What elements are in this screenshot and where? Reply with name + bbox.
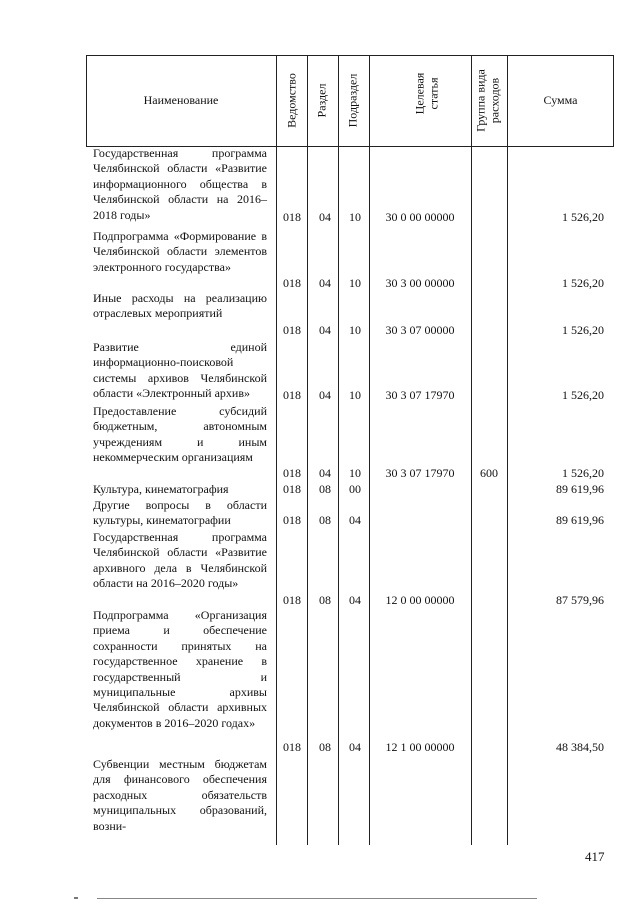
row-raz: 04: [319, 323, 331, 337]
row-raz: 04: [319, 276, 331, 290]
col-sep-grp: [507, 55, 508, 845]
row-name: Предоставление субсидий бюджетным, автономным учреждениям и иным некоммерческим организациям: [93, 404, 267, 465]
row-cel: 30 3 07 00000: [385, 323, 455, 337]
row-ved: 018: [283, 276, 301, 290]
row-sum: 1 526,20: [562, 210, 604, 224]
row-name: Подпрограмма «Формирование в Челябинской области элементов электронного государства»: [93, 229, 267, 274]
row-sum: 87 579,96: [556, 593, 604, 607]
row-name: Другие вопросы в области культуры, кинематографии: [93, 498, 267, 528]
row-sum: 1 526,20: [562, 466, 604, 480]
row-name: Государственная программа Челябинской области «Развитие информационного общества в Челябинской области на 2016–2018 годы»: [93, 146, 267, 222]
row-pod: 00: [349, 482, 361, 496]
row-ved: 018: [283, 466, 301, 480]
row-ved: 018: [283, 482, 301, 496]
row-grp: 600: [480, 466, 498, 480]
table-top-border: [86, 55, 614, 56]
row-ved: 018: [283, 323, 301, 337]
row-raz: 04: [319, 466, 331, 480]
header-gruppa-1: Группа вида: [473, 69, 488, 132]
header-summa: Сумма: [543, 93, 578, 107]
row-cel: 30 3 00 00000: [385, 276, 455, 290]
header-celevaya-2: статья: [426, 77, 441, 110]
row-ved: 018: [283, 388, 301, 402]
col-sep-pod: [369, 55, 370, 845]
row-raz: 04: [319, 388, 331, 402]
row-sum: 1 526,20: [562, 388, 604, 402]
row-raz: 08: [319, 513, 331, 527]
row-pod: 10: [349, 210, 361, 224]
row-ved: 018: [283, 210, 301, 224]
row-cel: 30 0 00 00000: [385, 210, 455, 224]
col-sep-raz: [338, 55, 339, 845]
row-pod: 10: [349, 276, 361, 290]
col-sep-name: [276, 55, 277, 845]
row-raz: 08: [319, 593, 331, 607]
header-name: Наименование: [143, 93, 219, 107]
row-raz: 08: [319, 482, 331, 496]
row-name: Подпрограмма «Организация приема и обеспечение сохранности принятых на государственное хранение в государственный и муниципальные архивы Челябинской области архивных документов в 2016–2020 годах»: [93, 608, 267, 730]
table-right-border-header: [613, 55, 614, 146]
row-name: Культура, кинематография: [93, 482, 229, 496]
page-number: 417: [585, 849, 605, 864]
footer-mark: [74, 897, 78, 899]
header-razdel: Раздел: [314, 83, 329, 118]
row-cel: 30 3 07 17970: [385, 388, 455, 402]
row-cel: 12 0 00 00000: [385, 593, 455, 607]
col-sep-ved: [307, 55, 308, 845]
footer-line: [97, 898, 537, 899]
row-cel: 12 1 00 00000: [385, 740, 455, 754]
row-sum: 89 619,96: [556, 513, 604, 527]
row-sum: 1 526,20: [562, 323, 604, 337]
row-pod: 04: [349, 513, 361, 527]
row-pod: 10: [349, 466, 361, 480]
row-cel: 30 3 07 17970: [385, 466, 455, 480]
row-raz: 04: [319, 210, 331, 224]
row-raz: 08: [319, 740, 331, 754]
row-name: Государственная программа Челябинской области «Развитие архивного дела в Челябинской области на 2016–2020 годы»: [93, 530, 267, 591]
row-pod: 04: [349, 740, 361, 754]
col-sep-cel: [471, 55, 472, 845]
row-ved: 018: [283, 740, 301, 754]
row-pod: 10: [349, 388, 361, 402]
row-ved: 018: [283, 593, 301, 607]
row-pod: 04: [349, 593, 361, 607]
row-sum: 48 384,50: [556, 740, 604, 754]
header-podrazdel: Подраздел: [345, 73, 360, 128]
row-sum: 1 526,20: [562, 276, 604, 290]
row-name: Субвенции местным бюджетам для финансового обеспечения расходных обязательств муниципальных образований, возни-: [93, 757, 267, 833]
row-name: Развитие единой информационно-поисковой системы архивов Челябинской области «Электронный архив»: [93, 340, 267, 401]
row-ved: 018: [283, 513, 301, 527]
row-pod: 10: [349, 323, 361, 337]
header-celevaya-1: Целевая: [412, 72, 427, 115]
header-vedomstvo: Ведомство: [284, 73, 299, 128]
header-gruppa-2: расходов: [487, 77, 502, 124]
row-sum: 89 619,96: [556, 482, 604, 496]
row-name: Иные расходы на реализацию отраслевых мероприятий: [93, 291, 267, 321]
